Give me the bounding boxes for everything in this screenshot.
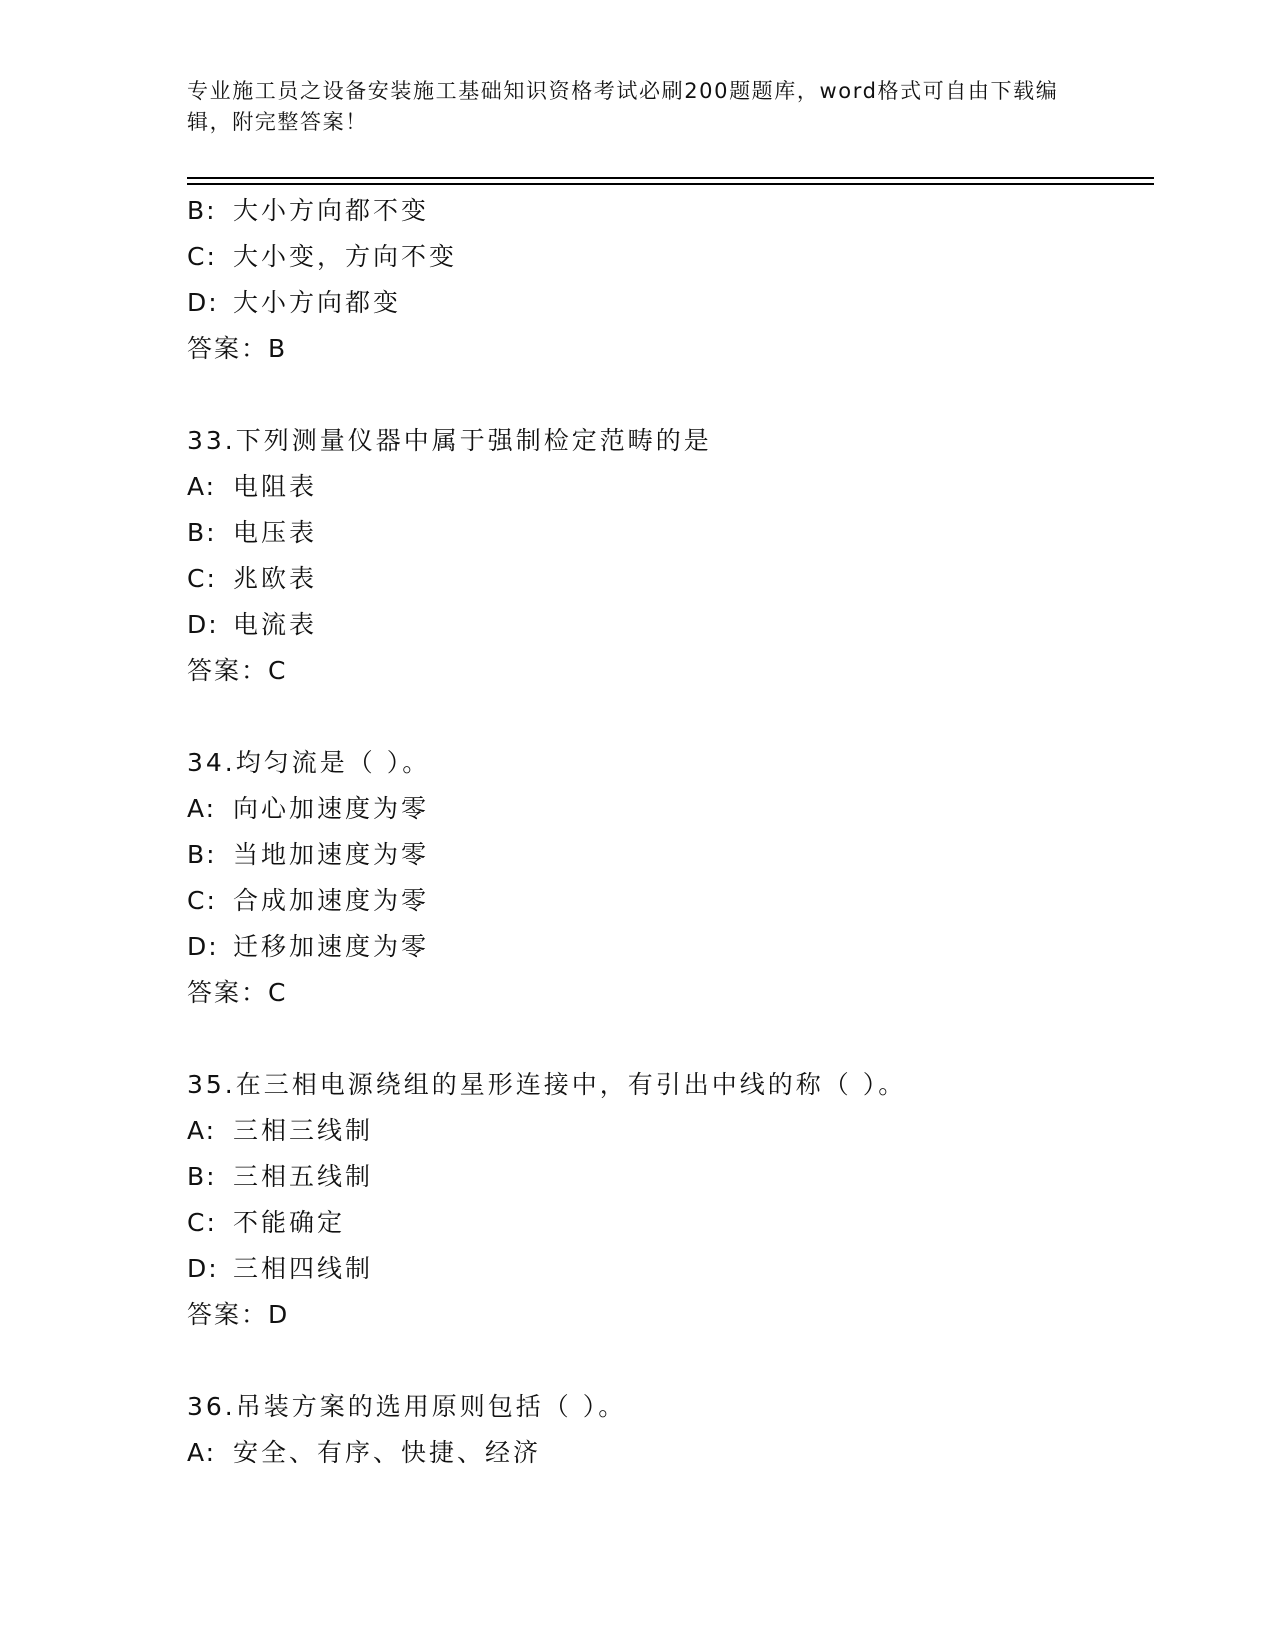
option-row — [187, 464, 1147, 510]
option-text: 向心加速度为零 — [233, 794, 430, 823]
option-letter: A: — [187, 1116, 217, 1145]
option-row — [187, 280, 1147, 326]
answer-line: 答案：C — [187, 978, 288, 1007]
header-divider-top — [187, 177, 1154, 179]
option-letter: C: — [187, 1208, 217, 1237]
option-letter: D: — [187, 1254, 219, 1283]
option-text: 安全、有序、快捷、经济 — [233, 1438, 542, 1467]
option-row — [187, 1246, 1147, 1292]
option-row — [187, 556, 1147, 602]
option-text: 迁移加速度为零 — [233, 932, 430, 961]
option-letter: A: — [187, 472, 217, 501]
answer-line: 答案：C — [187, 656, 288, 685]
option-letter: D: — [187, 610, 219, 639]
option-row — [187, 832, 1147, 878]
page-header: 专业施工员之设备安装施工基础知识资格考试必刷200题题库，word格式可自由下载编辑，附完整答案！ — [187, 79, 1059, 134]
option-row — [187, 1108, 1147, 1154]
question-stem: 33.下列测量仪器中属于强制检定范畴的是 — [187, 426, 712, 455]
option-text: 三相三线制 — [233, 1116, 374, 1145]
header-divider-bottom — [187, 183, 1154, 185]
question-stem: 36.吊装方案的选用原则包括（ ）。 — [187, 1392, 627, 1421]
option-row — [187, 1430, 1147, 1476]
option-letter: B: — [187, 1162, 217, 1191]
option-text: 电流表 — [233, 610, 318, 639]
question-36 — [187, 1384, 1147, 1476]
option-row — [187, 510, 1147, 556]
answer-line: 答案：D — [187, 1300, 290, 1329]
option-letter: A: — [187, 1438, 217, 1467]
continued-question — [187, 188, 1147, 372]
option-text: 大小变，方向不变 — [233, 242, 458, 271]
option-letter: A: — [187, 794, 217, 823]
option-text: 电阻表 — [233, 472, 318, 501]
option-text: 三相五线制 — [233, 1162, 374, 1191]
option-letter: B: — [187, 840, 217, 869]
question-34 — [187, 740, 1147, 1016]
option-letter: C: — [187, 242, 217, 271]
question-stem: 35.在三相电源绕组的星形连接中，有引出中线的称（ ）。 — [187, 1070, 907, 1099]
option-text: 合成加速度为零 — [233, 886, 430, 915]
option-text: 兆欧表 — [233, 564, 318, 593]
option-row — [187, 188, 1147, 234]
option-letter: D: — [187, 288, 219, 317]
question-35 — [187, 1062, 1147, 1338]
option-row — [187, 924, 1147, 970]
option-text: 大小方向都不变 — [233, 196, 430, 225]
option-text: 三相四线制 — [233, 1254, 374, 1283]
option-letter: D: — [187, 932, 219, 961]
question-33 — [187, 418, 1147, 694]
question-stem: 34.均匀流是（ ）。 — [187, 748, 431, 777]
option-letter: B: — [187, 196, 217, 225]
option-row — [187, 602, 1147, 648]
answer-line: 答案：B — [187, 334, 288, 363]
option-text: 不能确定 — [233, 1208, 346, 1237]
option-text: 当地加速度为零 — [233, 840, 430, 869]
option-row — [187, 786, 1147, 832]
option-letter: C: — [187, 886, 217, 915]
option-row — [187, 1200, 1147, 1246]
option-text: 电压表 — [233, 518, 318, 547]
option-letter: C: — [187, 564, 217, 593]
option-row — [187, 1154, 1147, 1200]
question-content — [187, 188, 1147, 1476]
option-row — [187, 234, 1147, 280]
option-row — [187, 878, 1147, 924]
option-letter: B: — [187, 518, 217, 547]
option-text: 大小方向都变 — [233, 288, 402, 317]
